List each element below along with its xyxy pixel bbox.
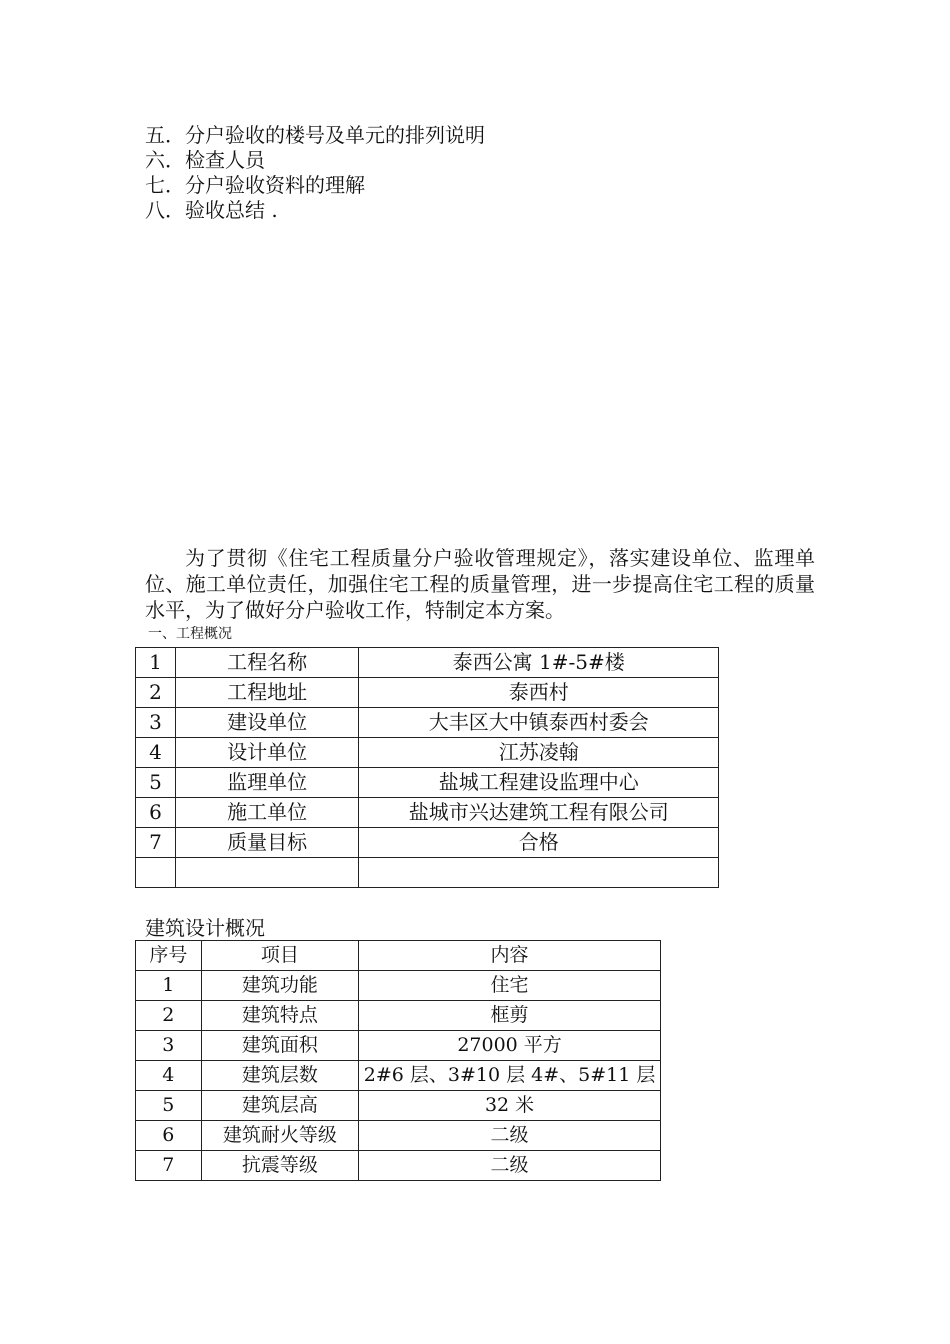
row-number: 7 [136,1151,202,1181]
row-number: 3 [136,1031,202,1061]
row-label: 施工单位 [175,798,359,828]
row-value: 泰西公寓 1#-5#楼 [359,648,719,678]
row-content: 住宅 [359,971,661,1001]
row-value: 泰西村 [359,678,719,708]
row-content: 框剪 [359,1001,661,1031]
row-item: 建筑功能 [201,971,358,1001]
row-label [175,858,359,888]
row-number: 2 [136,1001,202,1031]
header-content: 内容 [359,941,661,971]
section-title-project-overview: 一、工程概况 [148,626,232,642]
row-number [136,858,176,888]
building-design-table [135,940,661,1181]
row-item: 建筑层高 [201,1091,358,1121]
row-value: 盐城市兴达建筑工程有限公司 [359,798,719,828]
section-title-building-design: 建筑设计概况 [145,916,265,940]
row-number: 2 [136,678,176,708]
row-label: 建设单位 [175,708,359,738]
table-row [136,768,719,798]
row-item: 建筑特点 [201,1001,358,1031]
table-row [136,708,719,738]
row-label: 工程地址 [175,678,359,708]
table-row [136,1031,661,1061]
row-number: 4 [136,738,176,768]
row-label: 设计单位 [175,738,359,768]
row-value: 江苏凌翰 [359,738,719,768]
row-item: 建筑面积 [201,1031,358,1061]
row-number: 6 [136,798,176,828]
toc-item-5: 五．分户验收的楼号及单元的排列说明 [145,123,485,147]
table-header-row [136,941,661,971]
toc-item-7: 七．分户验收资料的理解 [145,173,365,197]
table-row [136,1061,661,1091]
table-row [136,1091,661,1121]
row-content: 32 米 [359,1091,661,1121]
intro-paragraph: 为了贯彻《住宅工程质量分户验收管理规定》，落实建设单位、监理单位、施工单位责任，加强住宅工程的质量管理，进一步提高住宅工程的质量水平，为了做好分户验收工作，特制定本方案。 [145,546,815,622]
table-row [136,828,719,858]
row-number: 7 [136,828,176,858]
row-number: 1 [136,648,176,678]
table-row [136,1151,661,1181]
table-row-empty [136,858,719,888]
row-item: 抗震等级 [201,1151,358,1181]
row-item: 建筑层数 [201,1061,358,1091]
row-number: 1 [136,971,202,1001]
row-value: 大丰区大中镇泰西村委会 [359,708,719,738]
project-overview-table [135,647,719,888]
row-label: 质量目标 [175,828,359,858]
table-row [136,648,719,678]
table-row [136,798,719,828]
table-row [136,678,719,708]
toc-list [145,123,485,223]
row-value: 盐城工程建设监理中心 [359,768,719,798]
table-row [136,1121,661,1151]
row-value: 合格 [359,828,719,858]
table-row [136,1001,661,1031]
row-content: 二级 [359,1151,661,1181]
row-item: 建筑耐火等级 [201,1121,358,1151]
row-label: 监理单位 [175,768,359,798]
row-number: 3 [136,708,176,738]
row-number: 6 [136,1121,202,1151]
row-value [359,858,719,888]
row-content: 二级 [359,1121,661,1151]
row-label: 工程名称 [175,648,359,678]
toc-item-8: 八．验收总结 . [145,198,278,222]
row-content: 2#6 层、3#10 层 4#、5#11 层 [359,1061,661,1091]
row-number: 4 [136,1061,202,1091]
header-number: 序号 [136,941,202,971]
table-row [136,971,661,1001]
row-number: 5 [136,1091,202,1121]
header-item: 项目 [201,941,358,971]
row-content: 27000 平方 [359,1031,661,1061]
toc-item-6: 六．检查人员 [145,148,265,172]
row-number: 5 [136,768,176,798]
table-row [136,738,719,768]
